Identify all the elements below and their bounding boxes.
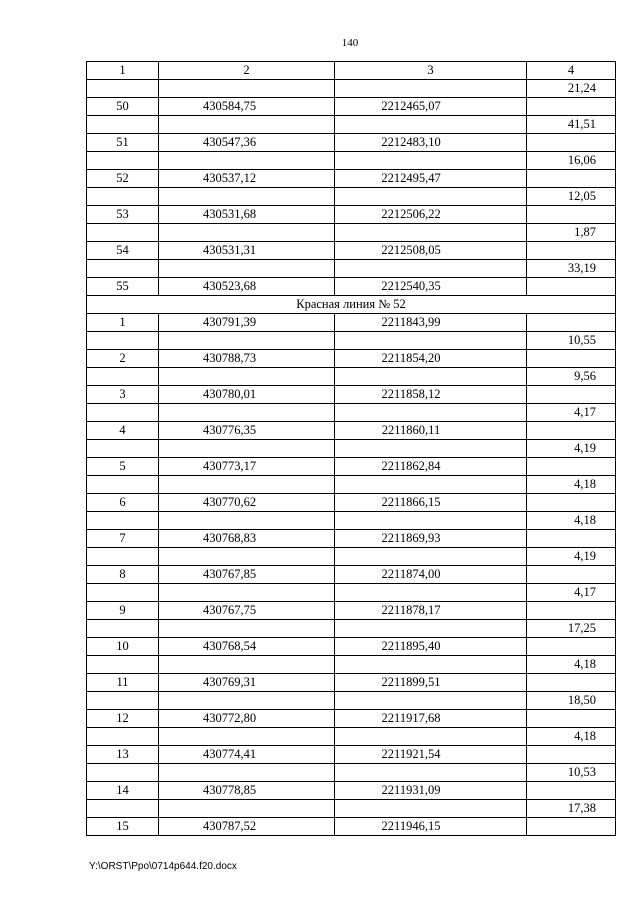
empty-cell xyxy=(159,152,335,170)
point-row xyxy=(87,494,616,512)
empty-cell xyxy=(335,584,527,602)
empty-cell xyxy=(159,404,335,422)
coord-x: 430531,68 xyxy=(202,207,257,221)
point-number: 12 xyxy=(87,710,159,728)
empty-cell xyxy=(527,602,616,620)
empty-cell xyxy=(335,260,527,278)
point-number: 4 xyxy=(87,422,159,440)
coord-y: 2212508,05 xyxy=(381,243,441,257)
empty-cell xyxy=(87,800,159,818)
empty-cell xyxy=(527,350,616,368)
empty-cell xyxy=(335,548,527,566)
coord-x: 430768,83 xyxy=(202,531,257,545)
empty-cell xyxy=(87,692,159,710)
distance-value: 9,56 xyxy=(527,368,616,386)
empty-cell xyxy=(159,260,335,278)
coord-x: 430772,80 xyxy=(202,711,257,725)
coord-y: 2212465,07 xyxy=(381,99,441,113)
distance-row xyxy=(87,224,616,242)
empty-cell xyxy=(527,314,616,332)
empty-cell xyxy=(159,188,335,206)
empty-cell xyxy=(335,80,527,98)
empty-cell xyxy=(87,368,159,386)
distance-value: 18,50 xyxy=(527,692,616,710)
coord-y: 2211869,93 xyxy=(381,531,441,545)
distance-row xyxy=(87,440,616,458)
point-row xyxy=(87,746,616,764)
empty-cell xyxy=(159,440,335,458)
coord-x: 430773,17 xyxy=(202,459,257,473)
distance-row xyxy=(87,260,616,278)
empty-cell xyxy=(527,566,616,584)
empty-cell xyxy=(87,332,159,350)
coord-x: 430767,75 xyxy=(202,603,257,617)
empty-cell xyxy=(159,80,335,98)
distance-row xyxy=(87,620,616,638)
empty-cell xyxy=(335,800,527,818)
distance-row xyxy=(87,404,616,422)
distance-row xyxy=(87,800,616,818)
coord-y: 2212495,47 xyxy=(381,171,441,185)
point-number: 54 xyxy=(87,242,159,260)
coord-x: 430787,52 xyxy=(202,819,257,833)
distance-value: 4,18 xyxy=(527,476,616,494)
point-row xyxy=(87,350,616,368)
empty-cell xyxy=(159,656,335,674)
distance-row xyxy=(87,80,616,98)
empty-cell xyxy=(87,152,159,170)
distance-value: 4,18 xyxy=(527,728,616,746)
empty-cell xyxy=(527,746,616,764)
empty-cell xyxy=(87,728,159,746)
point-row xyxy=(87,530,616,548)
empty-cell xyxy=(335,728,527,746)
empty-cell xyxy=(527,818,616,836)
distance-value: 21,24 xyxy=(527,80,616,98)
point-number: 2 xyxy=(87,350,159,368)
empty-cell xyxy=(527,242,616,260)
empty-cell xyxy=(159,476,335,494)
point-number: 15 xyxy=(87,818,159,836)
empty-cell xyxy=(159,728,335,746)
distance-value: 4,19 xyxy=(527,440,616,458)
distance-row xyxy=(87,548,616,566)
empty-cell xyxy=(335,332,527,350)
point-number: 9 xyxy=(87,602,159,620)
coord-y: 2211874,00 xyxy=(381,567,441,581)
point-number: 11 xyxy=(87,674,159,692)
coord-y: 2211931,09 xyxy=(381,783,441,797)
file-path-footer: Y:\ORST\Ppo\0714p644.f20.docx xyxy=(89,861,237,872)
coord-x: 430769,31 xyxy=(202,675,257,689)
distance-value: 4,18 xyxy=(527,656,616,674)
empty-cell xyxy=(335,656,527,674)
coord-x: 430788,73 xyxy=(202,351,257,365)
empty-cell xyxy=(335,368,527,386)
empty-cell xyxy=(527,710,616,728)
coord-y: 2211866,15 xyxy=(381,495,441,509)
point-number: 6 xyxy=(87,494,159,512)
empty-cell xyxy=(159,224,335,242)
coord-y: 2211862,84 xyxy=(381,459,441,473)
coord-x: 430791,39 xyxy=(202,315,257,329)
point-number: 14 xyxy=(87,782,159,800)
point-number: 53 xyxy=(87,206,159,224)
empty-cell xyxy=(335,224,527,242)
header-col-4: 4 xyxy=(527,62,616,80)
point-number: 1 xyxy=(87,314,159,332)
empty-cell xyxy=(527,674,616,692)
distance-row xyxy=(87,764,616,782)
distance-value: 10,55 xyxy=(527,332,616,350)
coord-y: 2211860,11 xyxy=(381,423,441,437)
point-number: 3 xyxy=(87,386,159,404)
header-col-2: 2 xyxy=(159,62,335,80)
empty-cell xyxy=(159,548,335,566)
coord-y: 2211878,17 xyxy=(381,603,441,617)
empty-cell xyxy=(87,512,159,530)
empty-cell xyxy=(159,620,335,638)
point-row xyxy=(87,314,616,332)
empty-cell xyxy=(527,170,616,188)
point-row xyxy=(87,206,616,224)
distance-row xyxy=(87,692,616,710)
distance-row xyxy=(87,476,616,494)
empty-cell xyxy=(159,764,335,782)
distance-value: 10,53 xyxy=(527,764,616,782)
coord-y: 2212483,10 xyxy=(381,135,441,149)
point-row xyxy=(87,674,616,692)
coord-y: 2211895,40 xyxy=(381,639,441,653)
point-row xyxy=(87,422,616,440)
distance-value: 41,51 xyxy=(527,116,616,134)
page-number: 140 xyxy=(341,37,359,49)
empty-cell xyxy=(87,188,159,206)
point-row xyxy=(87,566,616,584)
point-row xyxy=(87,638,616,656)
empty-cell xyxy=(87,620,159,638)
empty-cell xyxy=(335,764,527,782)
distance-row xyxy=(87,332,616,350)
empty-cell xyxy=(335,620,527,638)
distance-value: 4,17 xyxy=(527,584,616,602)
coord-x: 430770,62 xyxy=(202,495,257,509)
point-row xyxy=(87,278,616,296)
point-row xyxy=(87,386,616,404)
distance-row xyxy=(87,512,616,530)
point-number: 8 xyxy=(87,566,159,584)
empty-cell xyxy=(87,80,159,98)
empty-cell xyxy=(159,332,335,350)
coord-x: 430768,54 xyxy=(202,639,257,653)
coord-x: 430531,31 xyxy=(202,243,257,257)
distance-row xyxy=(87,152,616,170)
coord-x: 430537,12 xyxy=(202,171,257,185)
empty-cell xyxy=(527,782,616,800)
distance-row xyxy=(87,188,616,206)
empty-cell xyxy=(87,476,159,494)
point-row xyxy=(87,710,616,728)
coord-x: 430523,68 xyxy=(202,279,257,293)
distance-value: 4,19 xyxy=(527,548,616,566)
empty-cell xyxy=(527,206,616,224)
empty-cell xyxy=(527,98,616,116)
empty-cell xyxy=(87,656,159,674)
point-row xyxy=(87,134,616,152)
empty-cell xyxy=(87,224,159,242)
point-number: 51 xyxy=(87,134,159,152)
point-number: 5 xyxy=(87,458,159,476)
distance-value: 12,05 xyxy=(527,188,616,206)
empty-cell xyxy=(335,512,527,530)
distance-value: 17,38 xyxy=(527,800,616,818)
coord-y: 2212506,22 xyxy=(381,207,441,221)
empty-cell xyxy=(527,494,616,512)
coordinates-table xyxy=(86,61,616,836)
empty-cell xyxy=(159,368,335,386)
point-number: 7 xyxy=(87,530,159,548)
empty-cell xyxy=(159,800,335,818)
empty-cell xyxy=(159,692,335,710)
empty-cell xyxy=(335,404,527,422)
point-number: 10 xyxy=(87,638,159,656)
coord-y: 2211917,68 xyxy=(381,711,441,725)
coord-x: 430776,35 xyxy=(202,423,257,437)
point-row xyxy=(87,602,616,620)
empty-cell xyxy=(159,116,335,134)
empty-cell xyxy=(159,512,335,530)
point-row xyxy=(87,242,616,260)
empty-cell xyxy=(87,260,159,278)
empty-cell xyxy=(527,386,616,404)
coord-x: 430767,85 xyxy=(202,567,257,581)
point-number: 52 xyxy=(87,170,159,188)
empty-cell xyxy=(87,404,159,422)
coord-y: 2211921,54 xyxy=(381,747,441,761)
empty-cell xyxy=(527,278,616,296)
point-row xyxy=(87,170,616,188)
empty-cell xyxy=(335,116,527,134)
coord-y: 2212540,35 xyxy=(381,279,441,293)
point-number: 13 xyxy=(87,746,159,764)
empty-cell xyxy=(87,548,159,566)
empty-cell xyxy=(527,422,616,440)
empty-cell xyxy=(335,152,527,170)
header-col-1: 1 xyxy=(87,62,159,80)
distance-row xyxy=(87,656,616,674)
empty-cell xyxy=(527,458,616,476)
coord-x: 430780,01 xyxy=(202,387,257,401)
section-title: Красная линия № 52 xyxy=(87,296,616,314)
coord-y: 2211899,51 xyxy=(381,675,441,689)
point-row xyxy=(87,98,616,116)
empty-cell xyxy=(87,764,159,782)
distance-row xyxy=(87,116,616,134)
distance-value: 16,06 xyxy=(527,152,616,170)
empty-cell xyxy=(335,440,527,458)
empty-cell xyxy=(159,584,335,602)
point-row xyxy=(87,818,616,836)
empty-cell xyxy=(527,134,616,152)
point-row xyxy=(87,782,616,800)
empty-cell xyxy=(527,530,616,548)
coord-y: 2211843,99 xyxy=(381,315,441,329)
empty-cell xyxy=(335,188,527,206)
distance-value: 33,19 xyxy=(527,260,616,278)
empty-cell xyxy=(87,584,159,602)
distance-value: 17,25 xyxy=(527,620,616,638)
distance-row xyxy=(87,584,616,602)
empty-cell xyxy=(527,638,616,656)
coord-x: 430584,75 xyxy=(202,99,257,113)
table-header-row xyxy=(87,62,616,80)
section-row xyxy=(87,296,616,314)
distance-value: 4,18 xyxy=(527,512,616,530)
coord-x: 430547,36 xyxy=(202,135,257,149)
empty-cell xyxy=(87,116,159,134)
distance-value: 1,87 xyxy=(527,224,616,242)
distance-value: 4,17 xyxy=(527,404,616,422)
coord-y: 2211854,20 xyxy=(381,351,441,365)
distance-row xyxy=(87,368,616,386)
point-number: 55 xyxy=(87,278,159,296)
point-number: 50 xyxy=(87,98,159,116)
coord-y: 2211946,15 xyxy=(381,819,441,833)
empty-cell xyxy=(87,440,159,458)
coord-y: 2211858,12 xyxy=(381,387,441,401)
header-col-3: 3 xyxy=(335,62,527,80)
coord-x: 430774,41 xyxy=(202,747,257,761)
empty-cell xyxy=(335,692,527,710)
distance-row xyxy=(87,728,616,746)
point-row xyxy=(87,458,616,476)
coord-x: 430778,85 xyxy=(202,783,257,797)
empty-cell xyxy=(335,476,527,494)
